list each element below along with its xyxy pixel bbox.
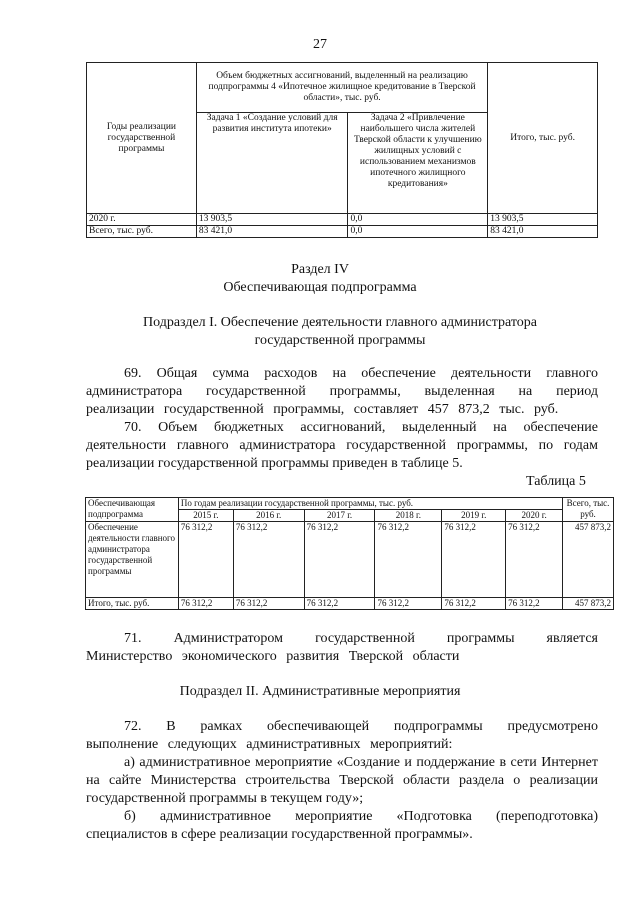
row-value: 76 312,2 [304,522,375,598]
item-b: б) административное мероприятие «Подготовка (переподготовка) специалистов в сфере реализации государственной программы». [86,809,598,842]
header-provision: Обеспечивающая подпрограмма [86,498,179,522]
row-label: Обеспечение деятельности главного администратора государственной программы [86,522,179,598]
paragraph-71: 71. Администратором государственной программы является Министерство экономического развития Тверской области [86,631,598,664]
row-value: 76 312,2 [178,598,233,610]
paragraph-70: 70. Объем бюджетных ассигнований, выделенный на обеспечение деятельности главного администратора государственной программы, по годам реализации государственной программы приведен в таблице 5. [86,420,598,471]
row-total: 457 873,2 [563,522,614,598]
header-task-2: Задача 2 «Привлечение наибольшего числа жителей Тверской области к улучшению жилищных условий с использованием механизмов ипотечного жилищного кредитования» [348,113,488,214]
year-header: 2019 г. [442,510,506,522]
subsection-1-title: Подраздел I. Обеспечение деятельности главного администратора государственной программы [143,315,537,348]
row-total: 13 903,5 [488,214,598,226]
row-label: Итого, тыс. руб. [86,598,179,610]
subsection-2-title: Подраздел II. Административные мероприятия [179,684,461,699]
row-total: 83 421,0 [488,226,598,238]
paragraph-69: 69. Общая сумма расходов на обеспечение деятельности главного администратора государственной программы, выделенная на период реализации государственной программы, составляет 457 873,2 тыс. руб. [86,366,598,417]
table-row [86,598,614,610]
section-subtitle: Обеспечивающая подпрограмма [223,280,417,295]
table-5-label: Таблица 5 [526,474,586,489]
section-title: Раздел IV [291,262,349,277]
row-task1: 13 903,5 [196,214,348,226]
row-value: 76 312,2 [233,598,304,610]
paragraph-72: 72. В рамках обеспечивающей подпрограммы предусмотрено выполнение следующих административных мероприятий: [86,719,598,752]
row-year: 2020 г. [87,214,197,226]
header-by-years: По годам реализации государственной программы, тыс. руб. [178,498,562,510]
row-value: 76 312,2 [506,522,563,598]
header-volume: Объем бюджетных ассигнований, выделенный на реализацию подпрограммы 4 «Ипотечное жилищное кредитование в Тверской области», тыс. руб. [196,63,487,113]
row-total: 457 873,2 [563,598,614,610]
item-a: а) административное мероприятие «Создание и поддержание в сети Интернет на сайте Министерства строительства Тверской области раздела о реализации государственной программы в текущем году»; [86,755,598,806]
year-header: 2018 г. [375,510,442,522]
header-total: Всего, тыс. руб. [563,498,614,522]
row-value: 76 312,2 [442,522,506,598]
page-number: 27 [313,37,327,52]
row-task1: 83 421,0 [196,226,348,238]
row-value: 76 312,2 [304,598,375,610]
year-header: 2020 г. [506,510,563,522]
table-row [87,214,598,226]
row-value: 76 312,2 [233,522,304,598]
table-row [87,226,598,238]
year-header: 2015 г. [178,510,233,522]
header-task-1: Задача 1 «Создание условий для развития института ипотеки» [196,113,348,214]
header-years: Годы реализации государственной программы [87,63,197,214]
row-value: 76 312,2 [375,522,442,598]
header-total: Итого, тыс. руб. [488,63,598,214]
row-value: 76 312,2 [506,598,563,610]
table-row [86,522,614,598]
row-value: 76 312,2 [178,522,233,598]
year-header: 2017 г. [304,510,375,522]
row-value: 76 312,2 [375,598,442,610]
budget-table-subprogram-4 [86,62,598,238]
row-value: 76 312,2 [442,598,506,610]
row-year: Всего, тыс. руб. [87,226,197,238]
year-header: 2016 г. [233,510,304,522]
row-task2: 0,0 [348,226,488,238]
row-task2: 0,0 [348,214,488,226]
provision-budget-table [85,497,614,610]
